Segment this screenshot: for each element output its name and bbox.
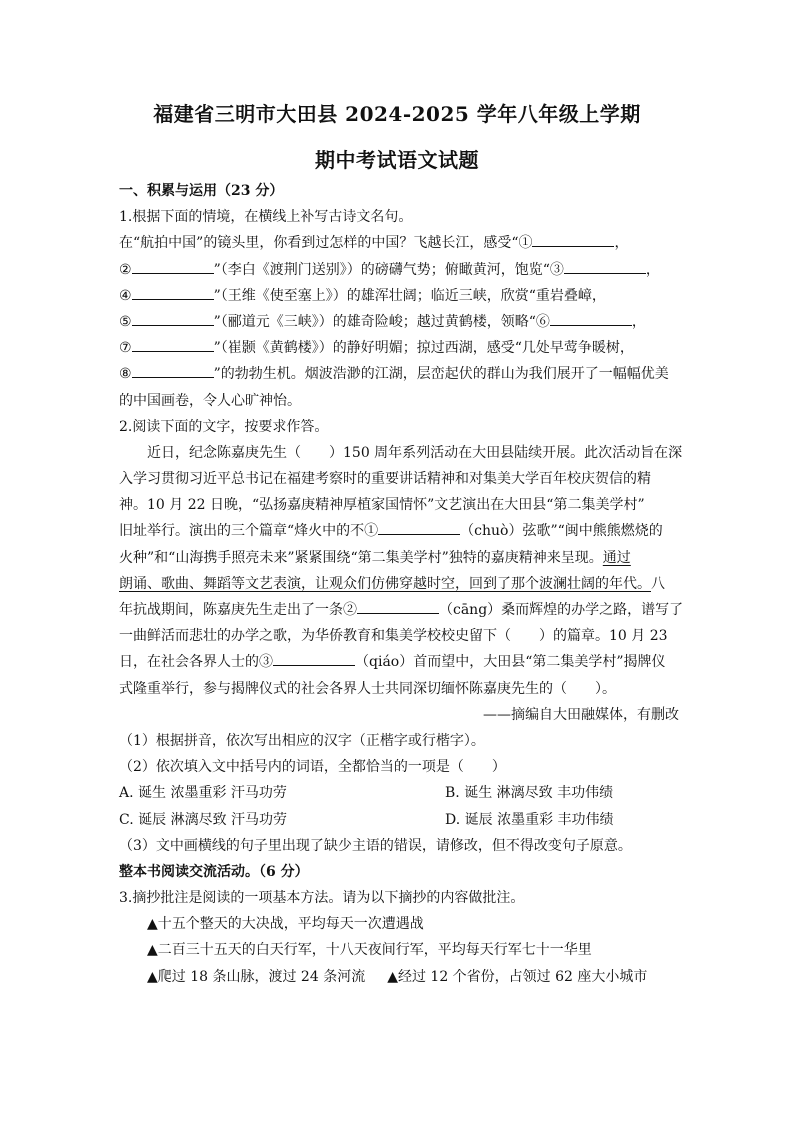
q3-excerpt-1: ▲十五个整天的大决战，平均每天一次遭遇战: [147, 916, 424, 933]
q1-prompt: 1.根据下面的情境，在横线上补写古诗文名句。: [119, 209, 413, 226]
q2-passage-line-3: 神。10 月 22 日晚，“弘扬嘉庚精神厚植家国情怀”文艺演出在大田县“第二集美学村”: [119, 497, 645, 514]
option-d[interactable]: D. 诞辰 浓墨重彩 丰功伟绩: [445, 811, 614, 828]
exam-subtitle: 期中考试语文试题: [315, 148, 479, 172]
q2-passage-line-9: 日，在社会各界人士的③ （qiáo）首而望中，大田县“第二集美学村”揭牌仪: [119, 654, 666, 671]
answer-blank-2[interactable]: [132, 261, 214, 274]
options-row-2: [119, 807, 679, 833]
option-c[interactable]: C. 诞辰 淋漓尽致 汗马功劳: [119, 811, 288, 828]
section2-heading: 整本书阅读交流活动。（6 分）: [119, 863, 309, 880]
q2-passage-line-8: 一曲鲜活而悲壮的办学之歌，为华侨教育和集美学校校史留下（ ）的篇章。10 月 23: [119, 628, 668, 645]
answer-blank-8[interactable]: [132, 365, 214, 378]
q2-passage-line-5: 火种”和“山海携手照亮未来”紧紧围绕“第二集美学村”独特的嘉庚精神来呈现。通过: [119, 549, 631, 566]
q1-line-6: ⑧ ”的勃勃生机。烟波浩渺的江湖，层峦起伏的群山为我们展开了一幅幅优美: [119, 366, 669, 383]
answer-blank-3[interactable]: [564, 261, 646, 274]
q1-line-3: ④ ”（王维《使至塞上》）的雄浑壮阔；临近三峡，欣赏“重岩叠嶂，: [119, 287, 606, 304]
answer-blank-6[interactable]: [550, 313, 632, 326]
option-a[interactable]: A. 诞生 浓墨重彩 汗马功劳: [119, 785, 287, 802]
answer-blank-1[interactable]: [532, 234, 614, 247]
exam-title: 福建省三明市大田县 2024-2025 学年八年级上学期: [153, 102, 641, 126]
q2-sub3: （3）文中画横线的句子里出现了缺少主语的错误，请修改，但不得改变句子原意。: [119, 837, 632, 854]
q1-line-4: ⑤ ”（郦道元《三峡》）的雄奇险峻；越过黄鹤楼，领略“⑥ ，: [119, 313, 646, 330]
q2-sub1: （1）根据拼音，依次写出相应的汉字（正楷字或行楷字）。: [119, 732, 485, 749]
q1-line-2: ② ”（李白《渡荆门送别》）的磅礴气势；俯瞰黄河，饱览“③ ，: [119, 261, 660, 278]
pinyin-blank-3[interactable]: [273, 653, 355, 666]
q3-prompt: 3.摘抄批注是阅读的一项基本方法。请为以下摘抄的内容做批注。: [119, 890, 525, 907]
q1-line-7: 的中国画卷，令人心旷神怡。: [119, 392, 301, 409]
q1-line-5: ⑦ ”（崔颢《黄鹤楼》）的静好明媚；掠过西湖，感受“几处早莺争暖树，: [119, 340, 634, 357]
q2-passage-line-10: 式隆重举行，参与揭牌仪式的社会各界人士共同深切缅怀陈嘉庚先生的（ ）。: [119, 680, 616, 697]
answer-blank-5[interactable]: [132, 313, 214, 326]
q1-line-1: 在“航拍中国”的镜头里，你看到过怎样的中国？飞越长江，感受“① ，: [119, 235, 629, 252]
q2-passage-line-2: 入学习贯彻习近平总书记在福建考察时的重要讲话精神和对集美大学百年校庆贺信的精: [119, 471, 651, 488]
q2-prompt: 2.阅读下面的文字，按要求作答。: [119, 418, 329, 435]
pinyin-blank-1[interactable]: [378, 522, 460, 535]
q2-passage-line-7: 年抗战期间，陈嘉庚先生走出了一条② （cāng）桑而辉煌的办学之路，谱写了: [119, 602, 684, 618]
underlined-sentence-part-2: 朗诵、歌曲、舞蹈等文艺表演，让观众们仿佛穿越时空，回到了那个波澜壮阔的年代。: [119, 575, 651, 592]
options-row-1: [119, 780, 679, 806]
option-b[interactable]: B. 诞生 淋漓尽致 丰功伟绩: [445, 785, 614, 802]
q2-sub2: （2）依次填入文中括号内的词语，全都恰当的一项是（ ）: [119, 759, 506, 776]
exam-body: [119, 178, 684, 990]
q3-excerpt-3: ▲爬过 18 条山脉，渡过 24 条河流 ▲经过 12 个省份，占领过 62 座大小城市: [147, 968, 648, 985]
q2-passage-line-1: 近日，纪念陈嘉庚先生（ ）150 周年系列活动在大田县陆续开展。此次活动旨在深: [147, 444, 683, 461]
underlined-sentence-part-1: 通过: [602, 549, 631, 566]
section1-heading: 一、积累与运用（23 分）: [119, 183, 284, 199]
pinyin-blank-2[interactable]: [357, 601, 439, 614]
answer-blank-7[interactable]: [132, 339, 214, 352]
q3-excerpt-2: ▲二百三十五天的白天行军，十八天夜间行军，平均每天行军七十一华里: [147, 942, 592, 959]
answer-blank-4[interactable]: [132, 287, 214, 300]
q2-passage-line-4: 旧址举行。演出的三个篇章“烽火中的不① （chuò）弦歌”“闽中熊熊燃烧的: [119, 523, 663, 540]
q2-passage-line-6: 朗诵、歌曲、舞蹈等文艺表演，让观众们仿佛穿越时空，回到了那个波澜壮阔的年代。八: [119, 575, 665, 592]
passage-source: ——摘编自大田融媒体，有删改: [483, 706, 679, 723]
